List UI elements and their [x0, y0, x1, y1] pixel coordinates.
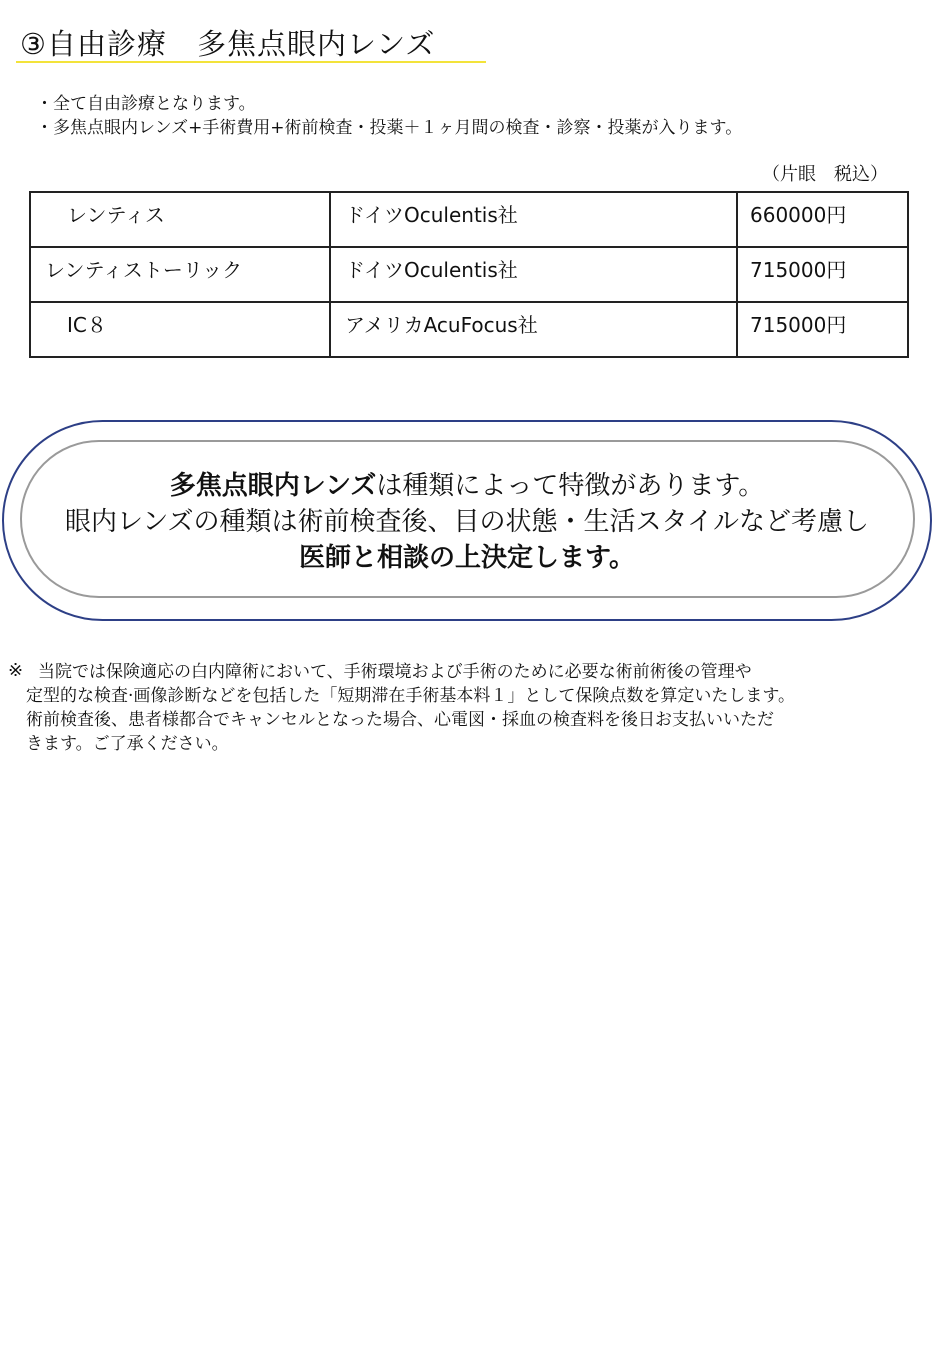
footnote-line: 当院では保険適応の白内障術において、手術環境および手術のために必要な術前術後の管理や — [38, 662, 752, 682]
footnote-line: 定型的な検査·画像診断などを包括した「短期滞在手術基本料１」として保険点数を算定いたします。 — [26, 686, 796, 706]
bullet-list — [36, 92, 742, 140]
footnote-line: きます。ご了承ください。 — [26, 734, 229, 754]
page-title: ③自由診療 多焦点眼内レンズ — [20, 27, 436, 61]
lens-name: IC８ — [67, 313, 107, 337]
lens-name: レンティス — [67, 203, 165, 227]
footnote-mark: ※ — [8, 660, 24, 681]
footnote — [26, 660, 796, 756]
lens-name: レンティストーリック — [45, 258, 243, 282]
lens-name-cell — [30, 302, 330, 357]
callout-line-1 — [2, 468, 932, 504]
maker-cell: ドイツOculentis社 — [330, 192, 737, 247]
maker-cell: ドイツOculentis社 — [330, 247, 737, 302]
footnote-line: 術前検査後、患者様都合でキャンセルとなった場合、心電図・採血の検査料を後日お支払いいただ — [26, 710, 774, 730]
bullet-item: ・全て自由診療となります。 — [36, 94, 256, 114]
callout-line-2: 眼内レンズの種類は術前検査後、目の状態・生活スタイルなど考慮し — [64, 507, 870, 537]
lens-name-cell — [30, 247, 330, 302]
table-row — [30, 302, 908, 357]
tax-note: （片眼 税込） — [762, 164, 888, 185]
price-cell: 660000円 — [737, 192, 908, 247]
bullet-item: ・多焦点眼内レンズ+手術費用+術前検査・投薬＋１ヶ月間の検査・診察・投薬が入ります。 — [36, 118, 743, 138]
callout-line-1-rest: は種類によって特徴があります。 — [376, 471, 765, 501]
callout-emphasis: 多焦点眼内レンズ — [169, 471, 377, 501]
table-row — [30, 247, 908, 302]
price-table — [29, 191, 909, 358]
price-cell: 715000円 — [737, 302, 908, 357]
price-cell: 715000円 — [737, 247, 908, 302]
lens-name-cell — [30, 192, 330, 247]
callout-line-3: 医師と相談の上決定します。 — [299, 543, 635, 573]
callout-text — [2, 468, 932, 576]
maker-cell: アメリカAcuFocus社 — [330, 302, 737, 357]
title-underline — [16, 61, 486, 63]
table-row — [30, 192, 908, 247]
